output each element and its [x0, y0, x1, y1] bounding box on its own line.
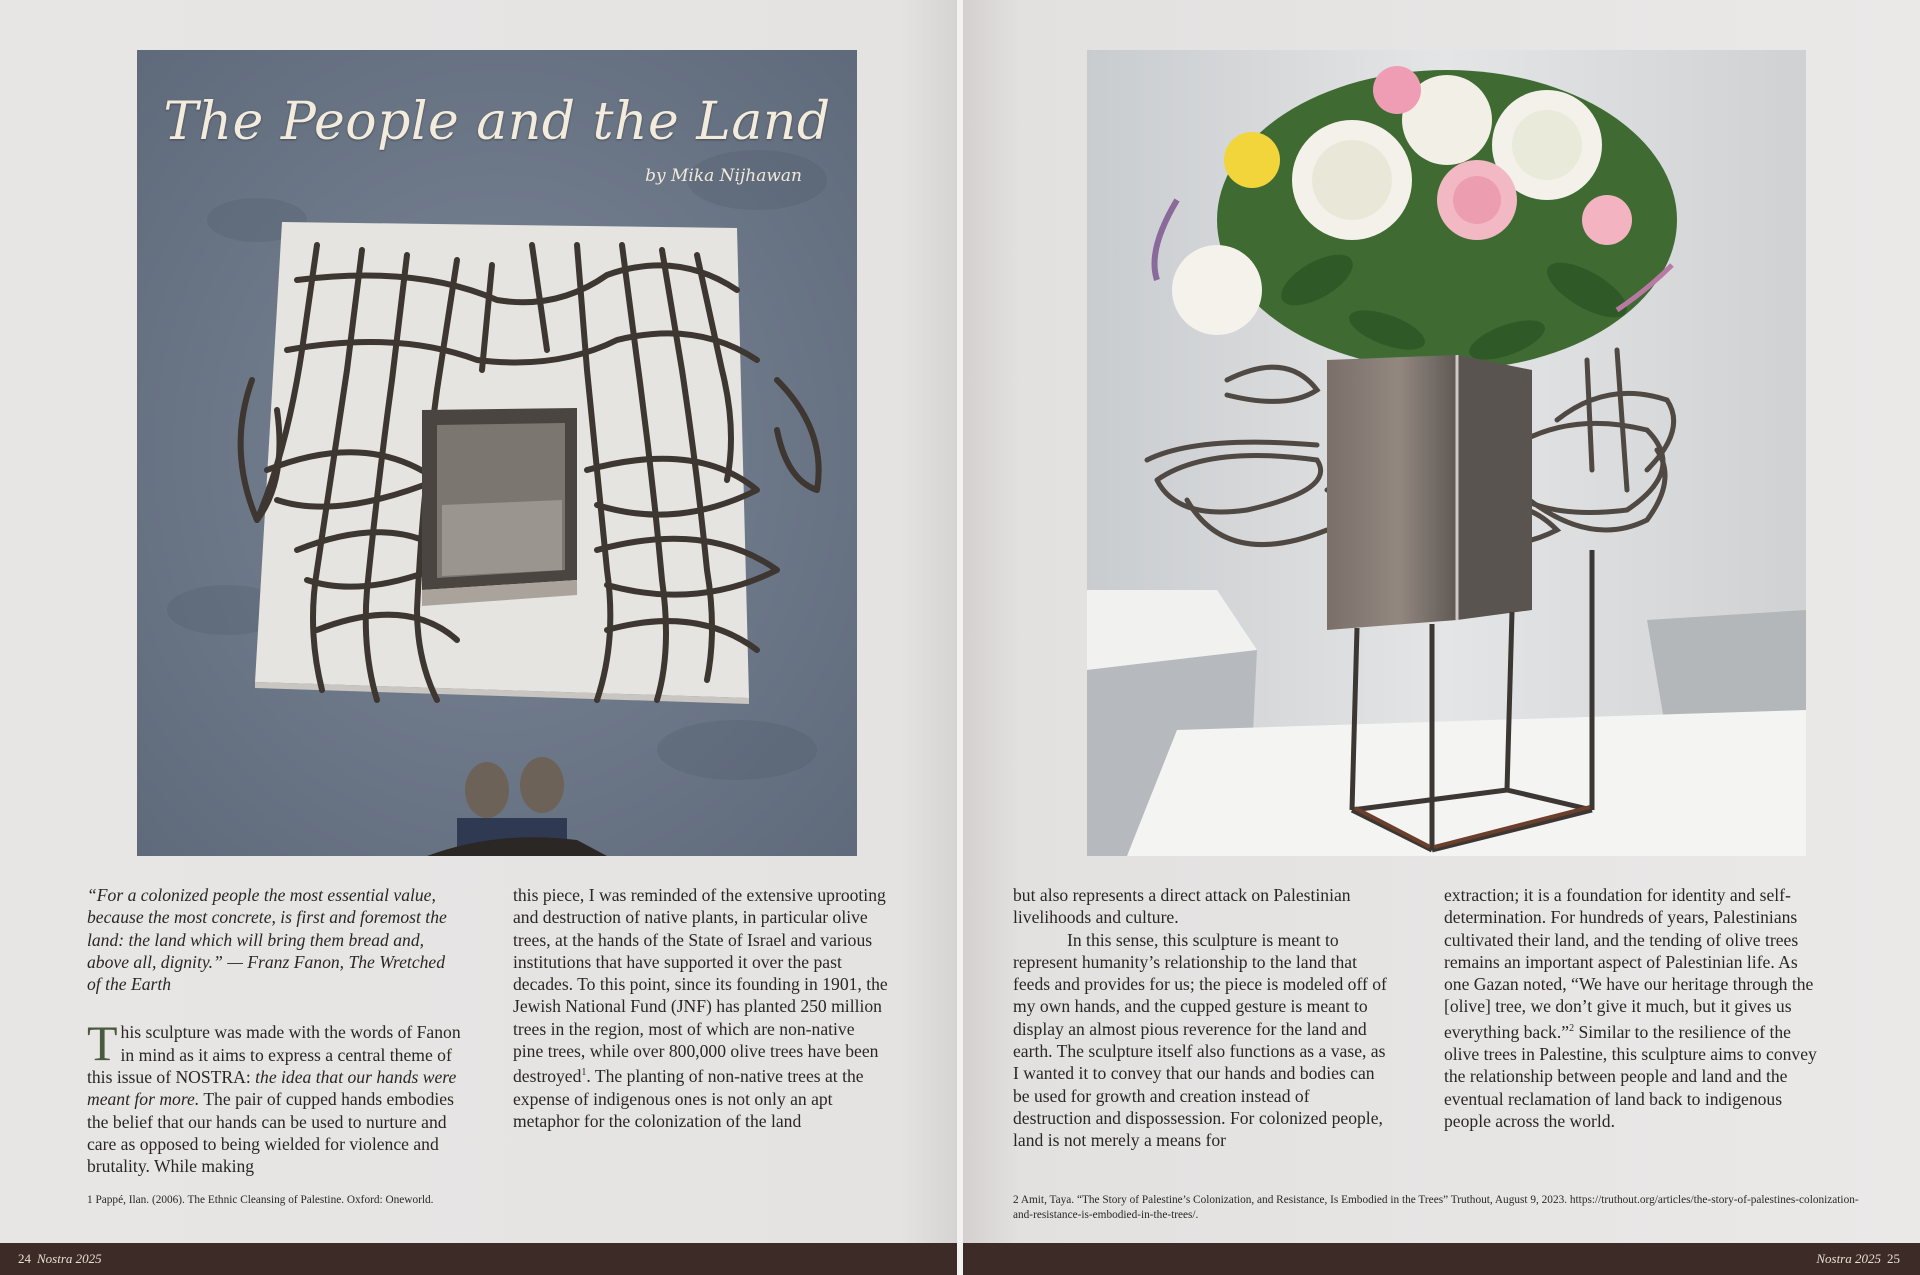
page-number-right: 25 — [1887, 1251, 1900, 1266]
body-paragraph-2 — [513, 884, 888, 1132]
epigraph: “For a colonized people the most essential value, because the most concrete, is first and foremost the land: the land which will bring them bread and, above all, dignity.” — Franz Fanon, The Wretched of the Earth — [87, 885, 447, 995]
page-number-left: 24 — [18, 1251, 31, 1266]
sculpture-vase-photo — [1087, 50, 1806, 856]
body-text: extraction; it is a foundation for identity and self-determination. For hundreds of years, Palestinians cultivated their land, and the tending of olive trees remains an important aspect of Palestinian life. As one Gazan noted, “We have our heritage through the [olive] tree, we don’t give it much, but it gives us everything back.” — [1444, 885, 1814, 1042]
body-text: this piece, I was reminded of the extensive uprooting and destruction of native plants, in particular olive trees, at the hands of the State of Israel and various institutions that have supported it over the past decades. To this point, since its founding in 1901, the Jewish National Fund (JNF) has planted 250 million trees in the region, most of which are non-native pine trees, while over 800,000 olive trees have been destroyed — [513, 885, 888, 1087]
magazine-name-right: Nostra 2025 — [1816, 1251, 1881, 1266]
body-text: The pair of cupped hands embodies the belief that our hands can be used to nurture and care as opposed to being wielded for violence and brutality. While making — [87, 1089, 454, 1177]
body-text: . The planting of non-native trees at the expense of indigenous ones is not only an apt metaphor for the colonization of the land — [513, 1066, 864, 1131]
sculpture-top-view-photo — [137, 50, 857, 856]
text-column-4 — [1444, 884, 1819, 1132]
article-title: The People and the Land — [163, 92, 831, 152]
sculpture-vase-illustration — [1087, 50, 1806, 856]
text-column-2 — [513, 884, 888, 1132]
footer-left — [0, 1243, 957, 1275]
body-paragraph-1 — [87, 1015, 462, 1177]
footnote-2: 2 Amit, Taya. “The Story of Palestine’s Colonization, and Resistance, Is Embodied in the Trees” Truthout, August 9, 2023. https://truthout.org/articles/the-story-of-palestines-colonization-and-resistance-is-embodied-in-the-trees/. — [1013, 1194, 1859, 1221]
body-paragraph-4: In this sense, this sculpture is meant to represent humanity’s relationship to the land that feeds and provides for us; the piece is modeled off of my own hands, and the cupped gesture is meant to display an almost pious reverence for the land and earth. The sculpture itself also functions as a vase, as I wanted it to convey that our hands and bodies can be used for growth and creation instead of destruction and dispossession. For colonized people, land is not merely a means for — [1013, 929, 1387, 1151]
text-column-3 — [1013, 884, 1388, 1152]
text-column-1 — [87, 884, 462, 1178]
left-page — [0, 0, 957, 1275]
body-text: his sculpture was made with the words of Fanon in mind as it aims to express a central theme of this issue of NOSTRA: — [87, 1022, 461, 1088]
article-byline: by Mika Nijhawan — [645, 166, 802, 186]
body-paragraph-5 — [1444, 884, 1819, 1132]
drop-cap: T — [87, 1015, 118, 1072]
right-page — [963, 0, 1920, 1275]
body-paragraph-3: but also represents a direct attack on Palestinian livelihoods and culture. — [1013, 885, 1351, 928]
body-italic-text: the idea that our hands were meant for more. — [87, 1067, 457, 1110]
footnote-1: 1 Pappé, Ilan. (2006). The Ethnic Cleansing of Palestine. Oxford: Oneworld. — [87, 1194, 434, 1206]
body-text: Similar to the resilience of the olive trees in Palestine, this sculpture aims to convey the relationship between people and land and the eventual reclamation of land back to indigenous people across the world. — [1444, 1021, 1817, 1131]
footnote-ref-2[interactable]: 2 — [1569, 1022, 1575, 1034]
magazine-name-left: Nostra 2025 — [37, 1251, 102, 1266]
footer-right — [963, 1243, 1920, 1275]
footnote-ref-1[interactable]: 1 — [581, 1067, 587, 1079]
